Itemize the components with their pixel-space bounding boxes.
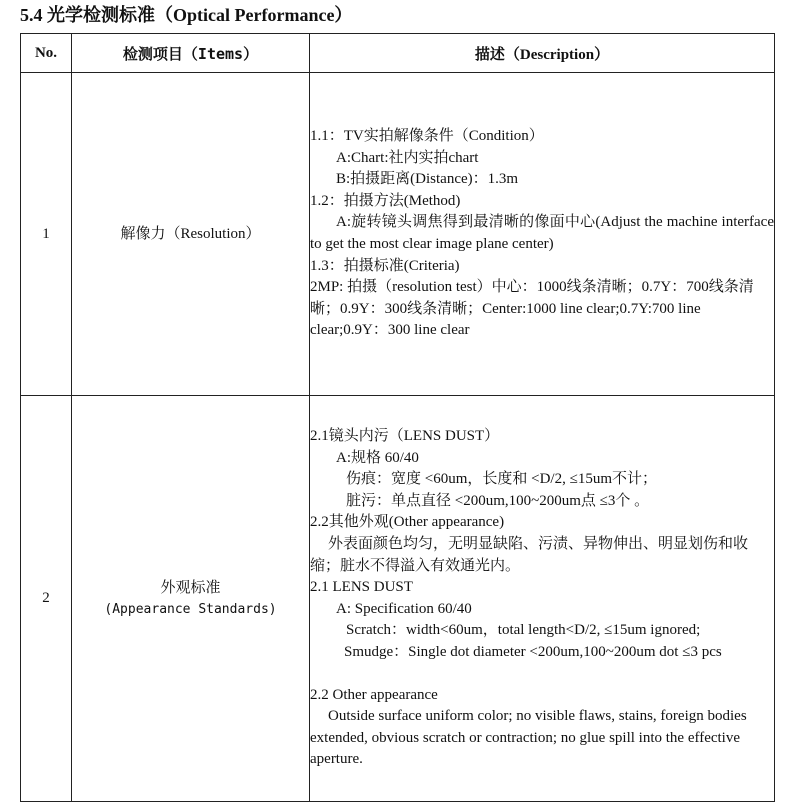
item-name-cell xyxy=(72,396,310,802)
description-line: 1.2：拍摄方法(Method) xyxy=(310,192,461,209)
item-name-english: (Appearance Standards) xyxy=(104,601,277,617)
header-row xyxy=(21,34,775,73)
description-line: 1.3：拍摄标准(Criteria) xyxy=(310,257,460,274)
blank-line xyxy=(310,664,774,685)
description-line: B:拍摄距离(Distance)：1.3m xyxy=(336,171,519,188)
description-line: Outside surface uniform color; no visible flaws, stains, foreign bodies extended, obvious scratch or contraction; no glue spill into the effective aperture. xyxy=(310,708,747,768)
item-name: 解像力（Resolution） xyxy=(72,73,310,396)
row-number: 2 xyxy=(21,396,72,802)
description-line: 1.1：TV实拍解像条件（Condition） xyxy=(310,128,544,145)
optical-performance-table xyxy=(20,33,775,802)
section-title: 5.4 光学检测标准（Optical Performance） xyxy=(20,5,353,25)
description-line: Smudge：Single dot diameter <200um,100~200um dot ≤3 pcs xyxy=(344,643,722,660)
description-line: 2.1镜头内污（LENS DUST） xyxy=(310,428,500,445)
description-line: A:规格 60/40 xyxy=(336,449,419,466)
description-line: 外表面颜色均匀，无明显缺陷、污渍、异物伸出、明显划伤和收缩；脏水不得溢入有效通光内。 xyxy=(310,536,749,574)
item-name: 外观标准 xyxy=(160,579,221,596)
header-items: 检测项目（Items） xyxy=(72,34,310,73)
description-line: 2MP: 拍摄（resolution test）中心：1000线条清晰；0.7Y：700线条清晰；0.9Y：300线条清晰；Center:1000 line clear;0.7Y:700 line clear;0.9Y：300 line clear xyxy=(310,279,754,339)
description-line: 伤痕：宽度 <60um，长度和 <D/2, ≤15um不计； xyxy=(346,471,657,488)
description-cell xyxy=(310,396,775,802)
description-line: 2.2 Other appearance xyxy=(310,686,438,703)
description-line: A:旋转镜头调焦得到最清晰的像面中心(Adjust the machine interface to get the most clear image plane center) xyxy=(310,214,774,252)
description-line: A: Specification 60/40 xyxy=(336,600,472,617)
description-line: A:Chart:社内实拍chart xyxy=(336,149,479,166)
description-cell xyxy=(310,73,775,396)
table-row xyxy=(21,396,775,802)
header-description: 描述（Description） xyxy=(310,34,775,73)
description-line: Scratch：width<60um，total length<D/2, ≤15um ignored; xyxy=(346,622,701,639)
row-number: 1 xyxy=(21,73,72,396)
header-no: No. xyxy=(21,34,72,73)
description-line: 2.2其他外观(Other appearance) xyxy=(310,514,505,531)
description-line: 脏污：单点直径 <200um,100~200um点 ≤3个 。 xyxy=(346,492,650,509)
table-row xyxy=(21,73,775,396)
description-line: 2.1 LENS DUST xyxy=(310,579,413,596)
